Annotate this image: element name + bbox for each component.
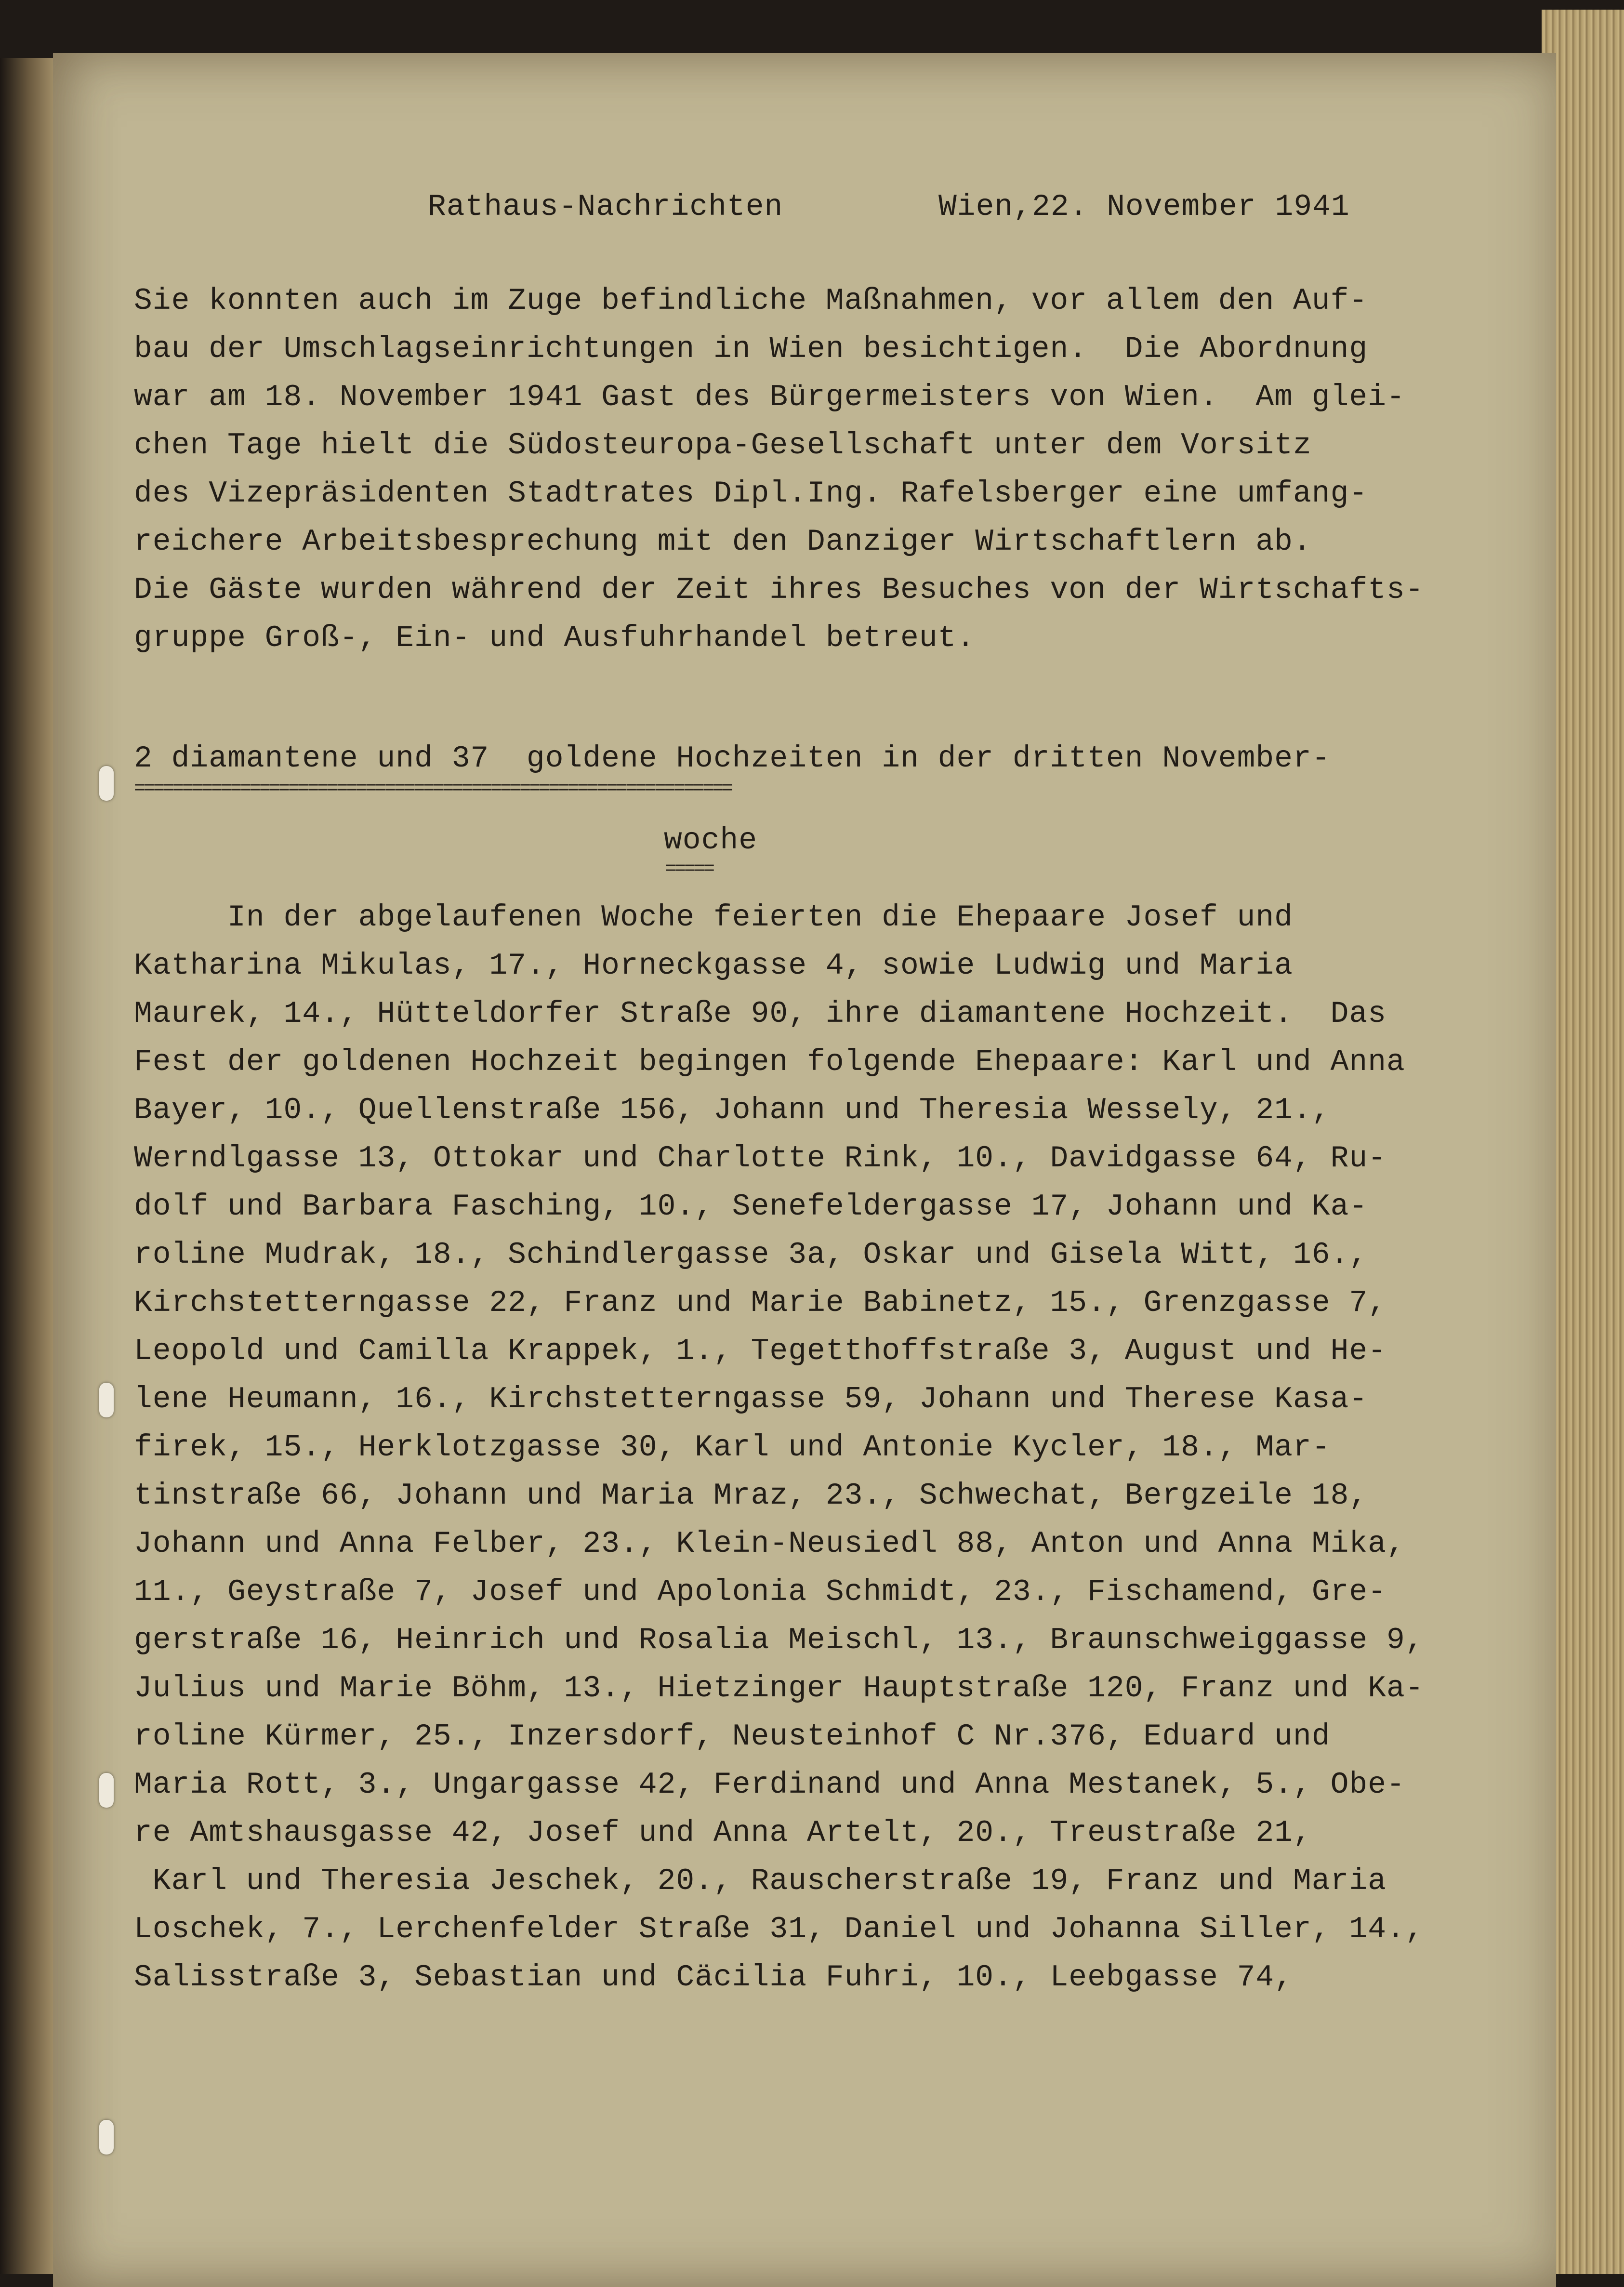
text-line: Sie konnten auch im Zuge befindliche Maßnahmen, vor allem den Auf- — [134, 284, 1368, 318]
text-line: firek, 15., Herklotzgasse 30, Karl und Antonie Kycler, 18., Mar- — [134, 1430, 1331, 1465]
binding-hole-icon — [99, 1773, 114, 1808]
binding-hole-icon — [99, 2120, 114, 2155]
article-headline: 2 diamantene und 37 goldene Hochzeiten in der dritten November- — [134, 741, 1331, 776]
text-line: Loschek, 7., Lerchenfelder Straße 31, Daniel und Johanna Siller, 14., — [134, 1912, 1424, 1946]
text-line: roline Mudrak, 18., Schindlergasse 3a, Oskar und Gisela Witt, 16., — [134, 1238, 1368, 1272]
text-line: re Amtshausgasse 42, Josef und Anna Artelt, 20., Treustraße 21, — [134, 1816, 1312, 1850]
text-line: reichere Arbeitsbesprechung mit den Danziger Wirtschaftlern ab. — [134, 525, 1312, 559]
headline-underline: ===== — [665, 859, 713, 880]
headline-underline: ============================================================== — [134, 778, 732, 800]
text-line: Die Gäste wurden während der Zeit ihres Besuches von der Wirtschafts- — [134, 573, 1424, 607]
publication-title: Rathaus-Nachrichten — [428, 190, 783, 224]
text-line: In der abgelaufenen Woche feierten die Ehepaare Josef und — [134, 900, 1293, 935]
text-line: Kirchstetterngasse 22, Franz und Marie Babinetz, 15., Grenzgasse 7, — [134, 1286, 1387, 1320]
text-line: bau der Umschlagseinrichtungen in Wien besichtigen. Die Abordnung — [134, 332, 1368, 366]
article-headline-continuation: woche — [664, 823, 758, 858]
facing-page-edge — [0, 58, 53, 2274]
text-line: gerstraße 16, Heinrich und Rosalia Meischl, 13., Braunschweiggasse 9, — [134, 1623, 1424, 1657]
text-line: roline Kürmer, 25., Inzersdorf, Neusteinhof C Nr.376, Eduard und — [134, 1719, 1331, 1754]
text-line: Maurek, 14., Hütteldorfer Straße 90, ihre diamantene Hochzeit. Das — [134, 997, 1387, 1031]
binding-hole-icon — [99, 1383, 114, 1417]
text-line: war am 18. November 1941 Gast des Bürgermeisters von Wien. Am glei- — [134, 380, 1405, 414]
text-line: Karl und Theresia Jeschek, 20., Rauscherstraße 19, Franz und Maria — [134, 1864, 1387, 1898]
binding-hole-icon — [99, 766, 114, 801]
text-line: Leopold und Camilla Krappek, 1., Tegetthoffstraße 3, August und He- — [134, 1334, 1387, 1368]
text-line: dolf und Barbara Fasching, 10., Senefeldergasse 17, Johann und Ka- — [134, 1190, 1368, 1224]
text-line: Salisstraße 3, Sebastian und Cäcilia Fuhri, 10., Leebgasse 74, — [134, 1960, 1293, 1995]
text-line: Katharina Mikulas, 17., Horneckgasse 4, sowie Ludwig und Maria — [134, 949, 1293, 983]
text-line: gruppe Groß-, Ein- und Ausfuhrhandel betreut. — [134, 621, 976, 655]
text-line: tinstraße 66, Johann und Maria Mraz, 23., Schwechat, Bergzeile 18, — [134, 1479, 1368, 1513]
text-line: chen Tage hielt die Südosteuropa-Gesellschaft unter dem Vorsitz — [134, 428, 1312, 463]
text-line: Bayer, 10., Quellenstraße 156, Johann und Theresia Wessely, 21., — [134, 1093, 1331, 1127]
text-line: des Vizepräsidenten Stadtrates Dipl.Ing. Rafelsberger eine umfang- — [134, 476, 1368, 511]
text-line: Johann und Anna Felber, 23., Klein-Neusiedl 88, Anton und Anna Mika, — [134, 1527, 1405, 1561]
text-line: Werndlgasse 13, Ottokar und Charlotte Rink, 10., Davidgasse 64, Ru- — [134, 1141, 1387, 1176]
text-line: Maria Rott, 3., Ungargasse 42, Ferdinand und Anna Mestanek, 5., Obe- — [134, 1768, 1405, 1802]
text-line: lene Heumann, 16., Kirchstetterngasse 59, Johann und Therese Kasa- — [134, 1382, 1368, 1416]
text-line: Fest der goldenen Hochzeit begingen folgende Ehepaare: Karl und Anna — [134, 1045, 1405, 1079]
text-line: 11., Geystraße 7, Josef und Apolonia Schmidt, 23., Fischamend, Gre- — [134, 1575, 1387, 1609]
dateline: Wien,22. November 1941 — [938, 190, 1350, 224]
text-line: Julius und Marie Böhm, 13., Hietzinger Hauptstraße 120, Franz und Ka- — [134, 1671, 1424, 1705]
